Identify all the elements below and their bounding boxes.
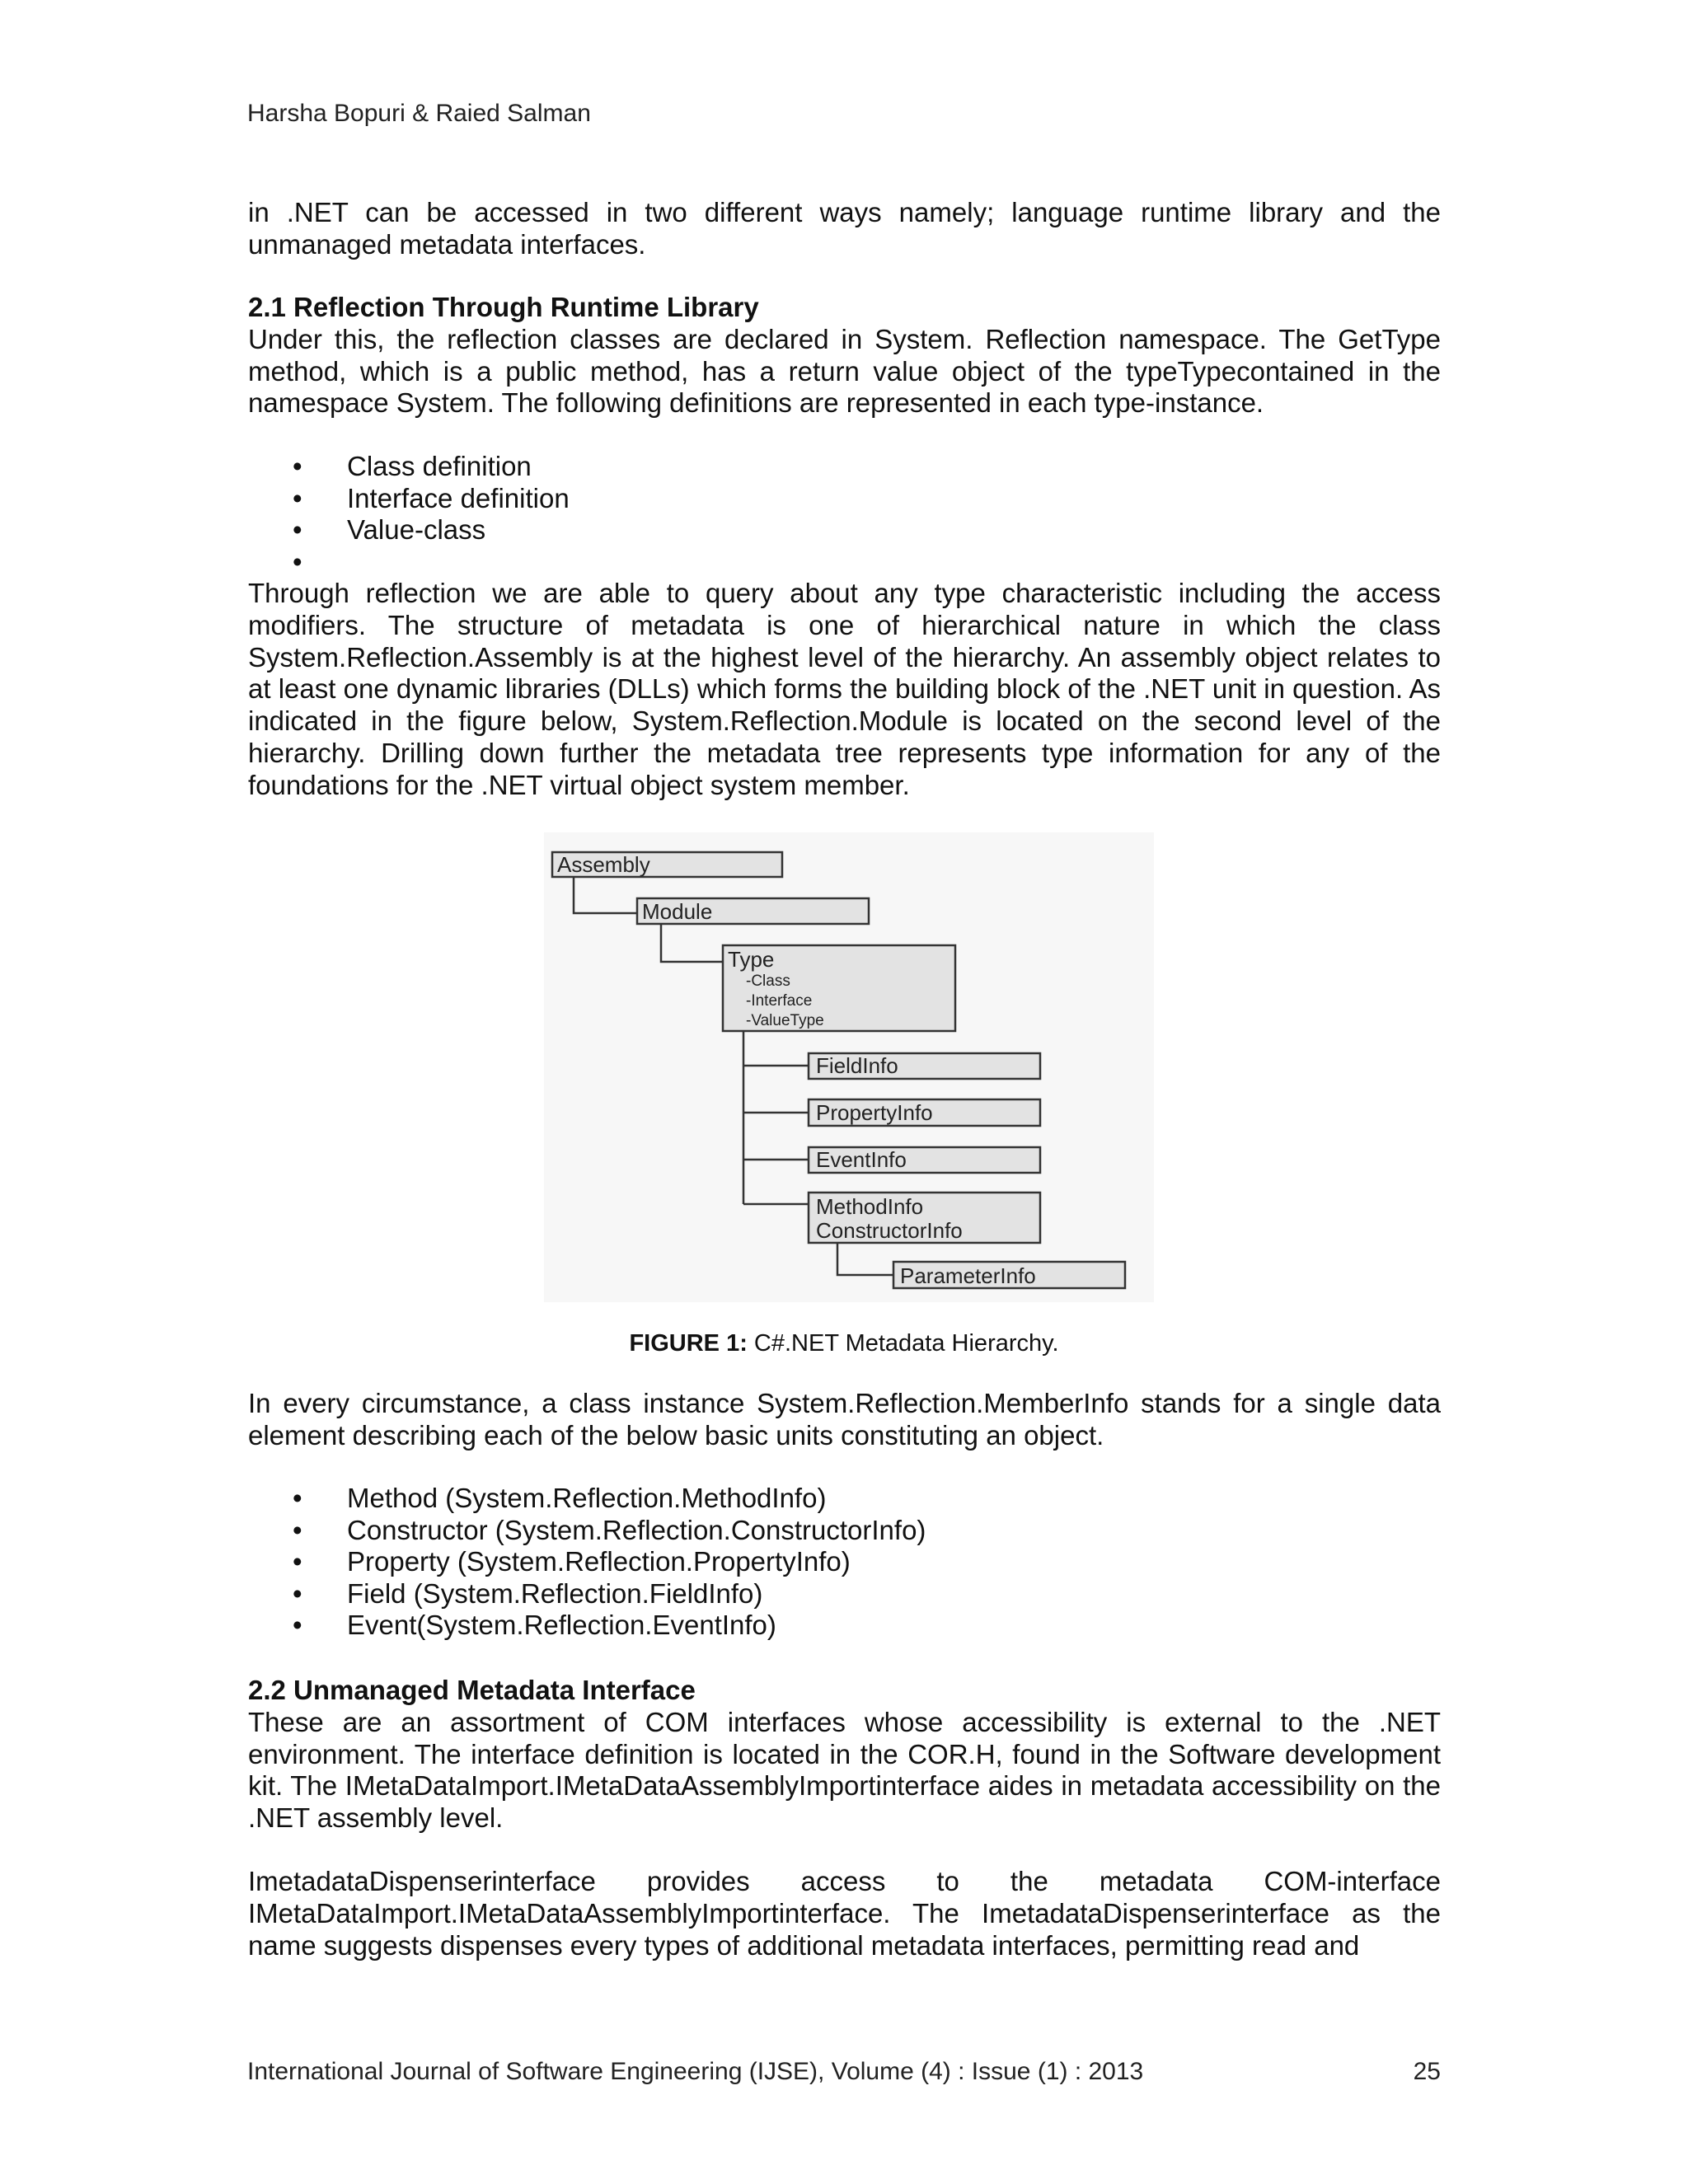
dispenser-paragraph — [248, 1866, 1441, 1961]
journal-citation: International Journal of Software Engineering (IJSE), Volume (4) : Issue (1) : 2013 — [247, 2058, 1144, 2085]
node-assembly-label: Assembly — [557, 852, 650, 877]
memberinfo-paragraph — [248, 1388, 1441, 1452]
section-2-1-heading: 2.1 Reflection Through Runtime Library — [248, 292, 759, 322]
node-eventinfo-label: EventInfo — [816, 1147, 907, 1172]
bullet-icon: • — [293, 1546, 302, 1577]
type-definition-list — [293, 451, 570, 578]
node-type-label: Type — [728, 947, 775, 972]
node-methodinfo-label: MethodInfo — [816, 1194, 924, 1219]
list-item: • Event(System.Reflection.EventInfo) — [293, 1610, 776, 1641]
list-item: • Class definition — [293, 451, 532, 481]
node-type-sub-valuetype: -ValueType — [746, 1012, 824, 1029]
hierarchy-paragraph — [248, 578, 1441, 802]
connector-module-type — [661, 921, 723, 962]
connector-assembly-module — [574, 874, 637, 913]
bullet-icon: • — [293, 1514, 302, 1545]
node-parameterinfo-label: ParameterInfo — [900, 1263, 1036, 1288]
section-2-2-heading: 2.2 Unmanaged Metadata Interface — [248, 1675, 696, 1705]
figure-caption-label: FIGURE 1: — [629, 1330, 748, 1357]
figure-caption-text: C#.NET Metadata Hierarchy. — [747, 1330, 1059, 1357]
bullet-icon: • — [293, 451, 302, 481]
running-head-authors: Harsha Bopuri & Raied Salman — [247, 100, 591, 127]
dispenser-text: ImetadataDispenserinterface provides access to the metadata COM-interface IMetaDataImport.IMetaDataAssemblyImportinterface. The ImetadataDispenserinterface as the name suggests dispenses every types of additional metadata interfaces, permitting read and — [248, 1866, 1441, 1961]
list-item — [293, 546, 570, 579]
bullet-icon: • — [293, 546, 302, 577]
bullet-icon: • — [293, 482, 302, 513]
bullet-icon: • — [293, 1483, 302, 1513]
hierarchy-diagram — [544, 832, 1154, 1302]
section-2-1 — [248, 292, 1441, 419]
node-fieldinfo-label: FieldInfo — [816, 1053, 898, 1078]
hierarchy-text: Through reflection we are able to query about any type characteristic including the access modifiers. The structure of metadata is one of hierarchical nature in which the class System.Reflection.Assembly is at the highest level of the hierarchy. An assembly object relates to at least one dynamic libraries (DLLs) which forms the building block of the .NET unit in question. As indicated in the figure below, System.Reflection.Module is located on the second level of the hierarchy. Drilling down further the metadata tree represents type information for any of the foundations for the .NET virtual object system member. — [248, 578, 1441, 800]
list-item: • Interface definition — [293, 482, 570, 513]
node-module-label: Module — [642, 899, 713, 924]
list-item: • Constructor (System.Reflection.ConstructorInfo) — [293, 1514, 926, 1545]
section-2-1-paragraph: Under this, the reflection classes are declared in System. Reflection namespace. The GetType method, which is a public method, has a return value object of the typeTypecontained in the namespace System. The following definitions are represented in each type-instance. — [248, 323, 1441, 419]
list-item: • Property (System.Reflection.PropertyInfo) — [293, 1546, 851, 1577]
figure-caption — [0, 1328, 1688, 1359]
intro-paragraph — [248, 197, 1441, 261]
intro-text: in .NET can be accessed in two different ways namely; language runtime library and the unmanaged metadata interfaces. — [248, 197, 1441, 260]
list-item: • Field (System.Reflection.FieldInfo) — [293, 1577, 763, 1609]
connector-parameterinfo — [837, 1243, 893, 1275]
node-type-sub-class: -Class — [746, 972, 790, 990]
node-propertyinfo-label: PropertyInfo — [816, 1100, 933, 1125]
metadata-hierarchy-figure — [544, 832, 1154, 1302]
page-footer — [247, 2055, 1441, 2088]
section-2-2-paragraph: These are an assortment of COM interfaces whose accessibility is external to the .NET environment. The interface definition is located in the COR.H, found in the Software development kit. The IMetaDataImport.IMetaDataAssemblyImportinterface aides in metadata accessibility on the .NET assembly level. — [248, 1706, 1441, 1834]
list-item: • Method (System.Reflection.MethodInfo) — [293, 1483, 827, 1513]
node-constructorinfo-label: ConstructorInfo — [816, 1218, 963, 1243]
bullet-icon: • — [293, 1610, 302, 1641]
section-2-2 — [248, 1675, 1441, 1835]
node-type-sub-interface: -Interface — [746, 992, 813, 1010]
bullet-icon: • — [293, 1577, 302, 1609]
memberinfo-list — [293, 1483, 926, 1642]
list-item: • Value-class — [293, 514, 486, 546]
page-number: 25 — [1413, 2058, 1441, 2085]
bullet-icon: • — [293, 514, 302, 546]
memberinfo-text: In every circumstance, a class instance System.Reflection.MemberInfo stands for a single data element describing each of the below basic units constituting an object. — [248, 1388, 1441, 1451]
